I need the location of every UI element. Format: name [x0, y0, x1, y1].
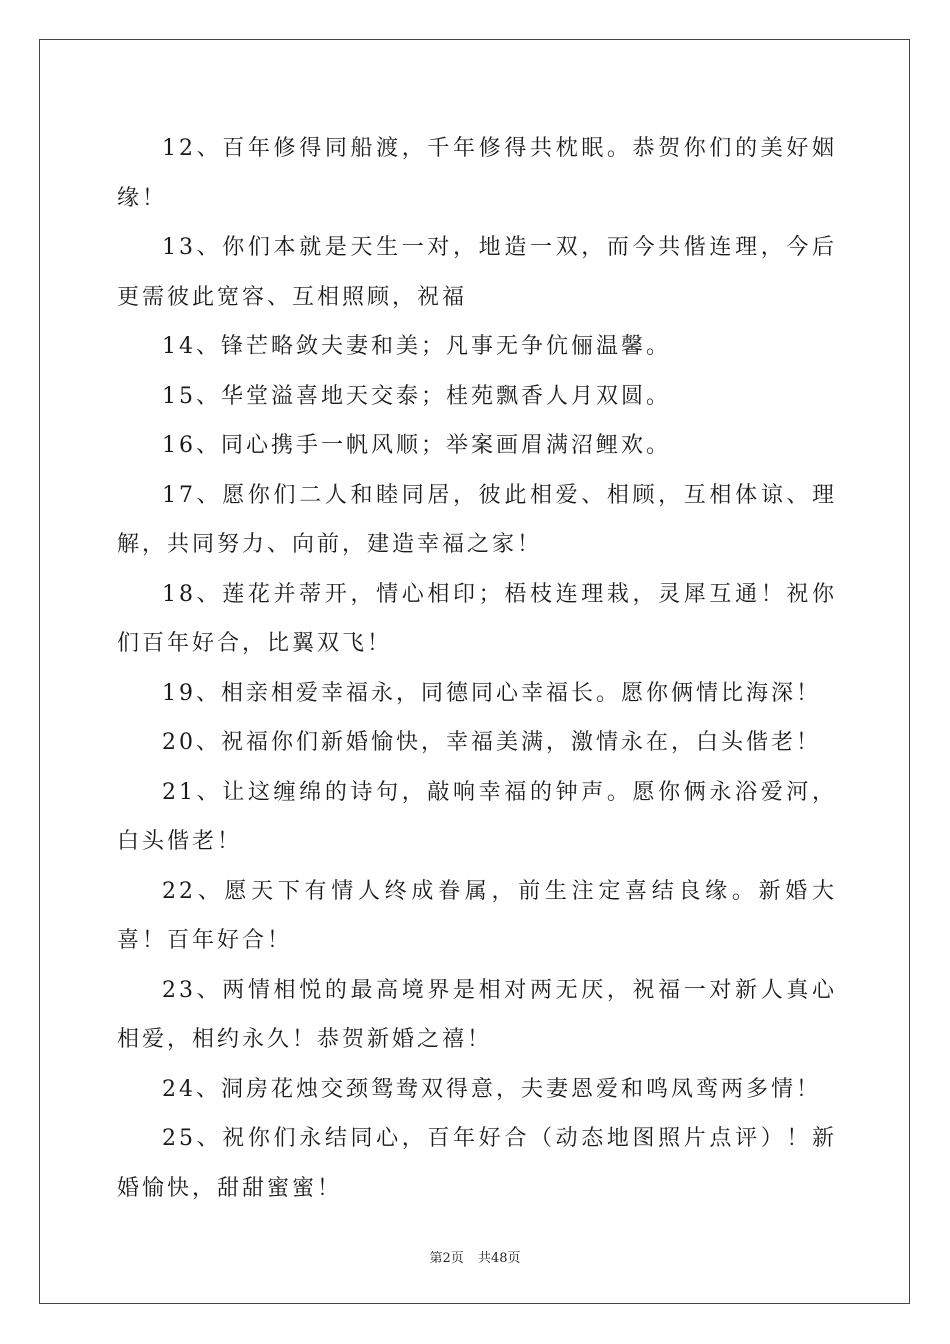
page-number: 第2页: [429, 1251, 464, 1266]
paragraph-23: 23、两情相悦的最高境界是相对两无厌，祝福一对新人真心相爱，相约永久！恭贺新婚之禧！: [117, 977, 837, 1052]
paragraph-25: 25、祝你们永结同心，百年好合（动态地图照片点评）！新婚愉快，甜甜蜜蜜！: [117, 1126, 837, 1201]
paragraph-24: 24、洞房花烛交颈鸳鸯双得意，夫妻恩爱和鸣凤鸾两多情！: [162, 1076, 821, 1102]
paragraph-19: 19、相亲相爱幸福永，同德同心幸福长。愿你俩情比海深！: [162, 680, 821, 706]
paragraph-16: 16、同心携手一帆风顺；举案画眉满沼鲤欢。: [162, 433, 671, 458]
paragraph-13: 13、你们本就是天生一对，地造一双，而今共偕连理，今后更需彼此宽容、互相照顾，祝福: [117, 235, 837, 310]
paragraph-15: 15、华堂溢喜地天交泰；桂苑飘香人月双圆。: [162, 383, 671, 409]
paragraph-22: 22、愿天下有情人终成眷属，前生注定喜结良缘。新婚大喜！百年好合！: [117, 878, 837, 953]
document-body: [117, 124, 837, 1213]
paragraph-20: 20、祝福你们新婚愉快，幸福美满，激情永在，白头偕老！: [162, 730, 821, 755]
paragraph-14: 14、锋芒略敛夫妻和美；凡事无争伉俪温馨。: [162, 334, 671, 359]
page-footer: [0, 1247, 950, 1266]
paragraph-17: 17、愿你们二人和睦同居，彼此相爱、相顾，互相体谅、理解，共同努力、向前，建造幸福之家！: [117, 482, 837, 557]
total-pages: 共48页: [477, 1251, 521, 1266]
paragraph-18: 18、莲花并蒂开，情心相印；梧枝连理栽，灵犀互通！祝你们百年好合，比翼双飞！: [117, 581, 837, 656]
paragraph-12: 12、百年修得同船渡，千年修得共枕眠。恭贺你们的美好姻缘！: [117, 136, 837, 211]
paragraph-21: 21、让这缠绵的诗句，敲响幸福的钟声。愿你俩永浴爱河，白头偕老！: [117, 779, 837, 854]
